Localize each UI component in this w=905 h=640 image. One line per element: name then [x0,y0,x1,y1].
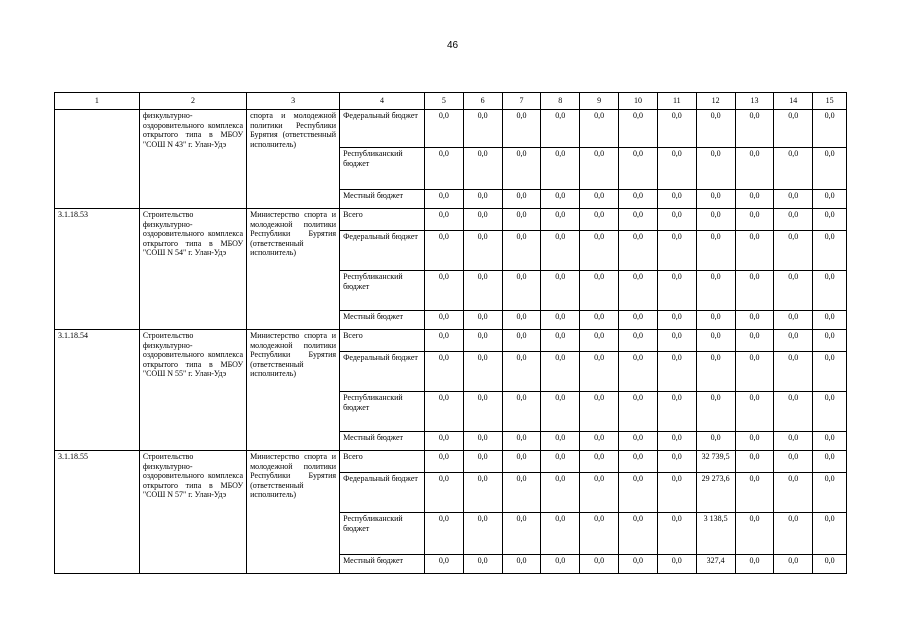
funding-value: 0,0 [502,209,541,231]
column-number-cell: 5 [424,93,463,110]
funding-source: Местный бюджет [340,432,425,451]
funding-value: 0,0 [735,148,774,190]
column-number-row [55,93,847,110]
funding-value: 0,0 [813,513,847,555]
table-row [55,110,847,148]
funding-value: 0,0 [813,148,847,190]
funding-value: 0,0 [735,209,774,231]
funding-value: 0,0 [502,392,541,432]
funding-value: 0,0 [463,392,502,432]
funding-value: 0,0 [463,473,502,513]
funding-value: 0,0 [463,451,502,473]
funding-value: 0,0 [735,271,774,311]
funding-value: 0,0 [580,513,619,555]
funding-value: 0,0 [774,555,813,574]
funding-value: 0,0 [463,432,502,451]
funding-value: 0,0 [735,513,774,555]
measure-name: Строительство физкультурно-оздоровительного комплекса открытого типа в МБОУ "СОШ N 57" г. Улан-Удэ [139,451,246,574]
funding-value: 0,0 [774,330,813,352]
funding-value: 0,0 [580,190,619,209]
column-number-cell: 8 [541,93,580,110]
funding-value: 0,0 [735,451,774,473]
funding-value: 0,0 [619,190,658,209]
funding-source: Республиканский бюджет [340,148,425,190]
funding-value: 0,0 [580,330,619,352]
funding-value: 0,0 [541,110,580,148]
funding-value: 0,0 [774,311,813,330]
funding-value: 0,0 [813,555,847,574]
funding-value: 0,0 [619,392,658,432]
column-number-cell: 9 [580,93,619,110]
funding-value: 0,0 [696,271,735,311]
funding-value: 0,0 [580,209,619,231]
funding-value: 0,0 [774,473,813,513]
funding-value: 0,0 [813,271,847,311]
funding-value: 0,0 [657,271,696,311]
funding-value: 0,0 [696,110,735,148]
funding-value: 0,0 [813,190,847,209]
funding-value: 0,0 [813,451,847,473]
funding-value: 0,0 [541,432,580,451]
funding-value: 0,0 [502,555,541,574]
funding-value: 0,0 [619,148,658,190]
funding-value: 0,0 [619,231,658,271]
responsible-executor: Министерство спорта и молодежной политики Республики Бурятия (ответственный исполнитель) [247,330,340,451]
funding-value: 0,0 [541,513,580,555]
funding-value: 0,0 [619,271,658,311]
funding-value: 0,0 [541,473,580,513]
funding-value: 0,0 [735,190,774,209]
column-number-cell: 3 [247,93,340,110]
column-number-cell: 11 [657,93,696,110]
funding-value: 0,0 [657,451,696,473]
funding-value: 0,0 [774,190,813,209]
funding-value: 0,0 [580,392,619,432]
funding-value: 0,0 [424,148,463,190]
funding-source: Федеральный бюджет [340,231,425,271]
funding-value: 0,0 [541,209,580,231]
column-number-cell: 12 [696,93,735,110]
measure-code [55,110,140,209]
funding-value: 0,0 [774,148,813,190]
responsible-executor: спорта и молодежной политики Республики Бурятия (ответственный исполнитель) [247,110,340,209]
funding-value: 0,0 [774,231,813,271]
funding-value: 0,0 [813,311,847,330]
funding-value: 0,0 [463,231,502,271]
funding-source: Местный бюджет [340,190,425,209]
funding-value: 0,0 [424,190,463,209]
funding-value: 0,0 [541,330,580,352]
funding-value: 0,0 [541,271,580,311]
column-number-cell: 4 [340,93,425,110]
funding-value: 0,0 [502,271,541,311]
measure-code: 3.1.18.53 [55,209,140,330]
funding-value: 0,0 [463,110,502,148]
funding-value: 0,0 [696,330,735,352]
funding-value: 0,0 [735,555,774,574]
funding-value: 0,0 [541,190,580,209]
funding-source: Местный бюджет [340,311,425,330]
funding-value: 0,0 [502,231,541,271]
funding-source: Всего [340,451,425,473]
funding-source: Республиканский бюджет [340,392,425,432]
funding-value: 0,0 [541,148,580,190]
funding-value: 0,0 [696,352,735,392]
funding-value: 0,0 [424,432,463,451]
funding-value: 0,0 [657,209,696,231]
column-number-cell: 7 [502,93,541,110]
column-number-cell: 13 [735,93,774,110]
funding-source: Федеральный бюджет [340,110,425,148]
funding-value: 0,0 [580,311,619,330]
measure-name: Строительство физкультурно-оздоровительного комплекса открытого типа в МБОУ "СОШ N 55" г. Улан-Удэ [139,330,246,451]
funding-value: 0,0 [657,148,696,190]
funding-value: 0,0 [502,110,541,148]
funding-value: 0,0 [774,432,813,451]
funding-value: 0,0 [657,392,696,432]
responsible-executor: Министерство спорта и молодежной политики Республики Бурятия (ответственный исполнитель) [247,209,340,330]
funding-value: 0,0 [502,451,541,473]
funding-value: 0,0 [657,513,696,555]
budget-table [54,92,847,574]
funding-value: 0,0 [774,513,813,555]
funding-value: 0,0 [735,392,774,432]
funding-value: 0,0 [502,330,541,352]
funding-value: 0,0 [619,451,658,473]
funding-source: Республиканский бюджет [340,513,425,555]
funding-value: 0,0 [502,352,541,392]
funding-value: 0,0 [813,392,847,432]
measure-code: 3.1.18.55 [55,451,140,574]
funding-value: 0,0 [813,330,847,352]
funding-value: 0,0 [735,432,774,451]
funding-value: 0,0 [541,451,580,473]
funding-value: 0,0 [619,473,658,513]
funding-value: 0,0 [696,432,735,451]
funding-value: 0,0 [541,352,580,392]
funding-value: 0,0 [463,311,502,330]
funding-value: 0,0 [619,432,658,451]
funding-value: 0,0 [463,555,502,574]
funding-value: 0,0 [541,231,580,271]
funding-value: 0,0 [813,432,847,451]
funding-value: 0,0 [657,311,696,330]
funding-value: 0,0 [619,352,658,392]
funding-value: 0,0 [619,209,658,231]
funding-value: 0,0 [463,148,502,190]
funding-source: Всего [340,330,425,352]
funding-value: 0,0 [619,513,658,555]
funding-source: Местный бюджет [340,555,425,574]
funding-value: 0,0 [813,231,847,271]
funding-value: 0,0 [424,110,463,148]
funding-value: 0,0 [619,555,658,574]
funding-source: Республиканский бюджет [340,271,425,311]
measure-name: физкультурно-оздоровительного комплекса открытого типа в МБОУ "СОШ N 43" г. Улан-Удэ [139,110,246,209]
funding-value: 0,0 [813,352,847,392]
funding-value: 0,0 [657,110,696,148]
column-number-cell: 2 [139,93,246,110]
funding-value: 3 138,5 [696,513,735,555]
column-number-cell: 14 [774,93,813,110]
funding-value: 0,0 [657,190,696,209]
funding-value: 0,0 [774,352,813,392]
measure-name: Строительство физкультурно-оздоровительного комплекса открытого типа в МБОУ "СОШ N 54" г. Улан-Удэ [139,209,246,330]
funding-value: 0,0 [580,231,619,271]
funding-value: 0,0 [696,148,735,190]
column-number-cell: 15 [813,93,847,110]
funding-value: 0,0 [541,311,580,330]
funding-value: 0,0 [424,352,463,392]
funding-value: 0,0 [657,330,696,352]
table-row [55,330,847,352]
table-row [55,451,847,473]
funding-value: 0,0 [774,451,813,473]
funding-value: 0,0 [463,209,502,231]
funding-value: 0,0 [424,231,463,271]
column-number-cell: 1 [55,93,140,110]
funding-value: 0,0 [463,513,502,555]
column-number-cell: 10 [619,93,658,110]
funding-value: 0,0 [541,555,580,574]
funding-value: 0,0 [424,209,463,231]
funding-value: 0,0 [735,110,774,148]
column-number-cell: 6 [463,93,502,110]
funding-value: 0,0 [774,392,813,432]
funding-value: 29 273,6 [696,473,735,513]
funding-value: 0,0 [813,110,847,148]
funding-value: 0,0 [774,209,813,231]
funding-value: 0,0 [424,513,463,555]
funding-value: 0,0 [657,432,696,451]
funding-value: 0,0 [580,473,619,513]
funding-value: 0,0 [657,555,696,574]
funding-value: 0,0 [502,432,541,451]
funding-value: 0,0 [735,231,774,271]
funding-value: 0,0 [657,231,696,271]
funding-value: 0,0 [619,330,658,352]
funding-value: 0,0 [696,190,735,209]
funding-value: 0,0 [424,451,463,473]
funding-value: 0,0 [813,473,847,513]
funding-value: 0,0 [463,330,502,352]
table-row [55,209,847,231]
funding-value: 0,0 [502,148,541,190]
responsible-executor: Министерство спорта и молодежной политики Республики Бурятия (ответственный исполнитель) [247,451,340,574]
funding-value: 0,0 [541,392,580,432]
funding-value: 0,0 [502,473,541,513]
funding-value: 0,0 [424,330,463,352]
funding-value: 0,0 [580,148,619,190]
page-number: 46 [446,40,459,51]
funding-value: 0,0 [657,352,696,392]
funding-value: 0,0 [774,271,813,311]
measure-code: 3.1.18.54 [55,330,140,451]
funding-value: 0,0 [774,110,813,148]
funding-value: 32 739,5 [696,451,735,473]
funding-value: 0,0 [813,209,847,231]
funding-value: 0,0 [502,190,541,209]
funding-value: 0,0 [424,271,463,311]
funding-value: 0,0 [580,271,619,311]
funding-value: 0,0 [657,473,696,513]
funding-value: 0,0 [463,352,502,392]
funding-value: 0,0 [580,432,619,451]
funding-value: 0,0 [619,110,658,148]
funding-value: 0,0 [463,271,502,311]
funding-value: 0,0 [696,392,735,432]
funding-value: 0,0 [696,311,735,330]
funding-source: Федеральный бюджет [340,352,425,392]
funding-value: 0,0 [580,110,619,148]
funding-value: 0,0 [580,451,619,473]
funding-value: 0,0 [696,231,735,271]
funding-value: 327,4 [696,555,735,574]
funding-value: 0,0 [735,330,774,352]
funding-value: 0,0 [424,311,463,330]
funding-value: 0,0 [502,311,541,330]
funding-value: 0,0 [424,392,463,432]
funding-value: 0,0 [424,473,463,513]
funding-source: Федеральный бюджет [340,473,425,513]
funding-value: 0,0 [424,555,463,574]
funding-value: 0,0 [580,352,619,392]
funding-value: 0,0 [580,555,619,574]
funding-value: 0,0 [619,311,658,330]
funding-source: Всего [340,209,425,231]
funding-value: 0,0 [735,311,774,330]
funding-value: 0,0 [502,513,541,555]
funding-value: 0,0 [735,352,774,392]
funding-value: 0,0 [735,473,774,513]
funding-value: 0,0 [463,190,502,209]
funding-value: 0,0 [696,209,735,231]
